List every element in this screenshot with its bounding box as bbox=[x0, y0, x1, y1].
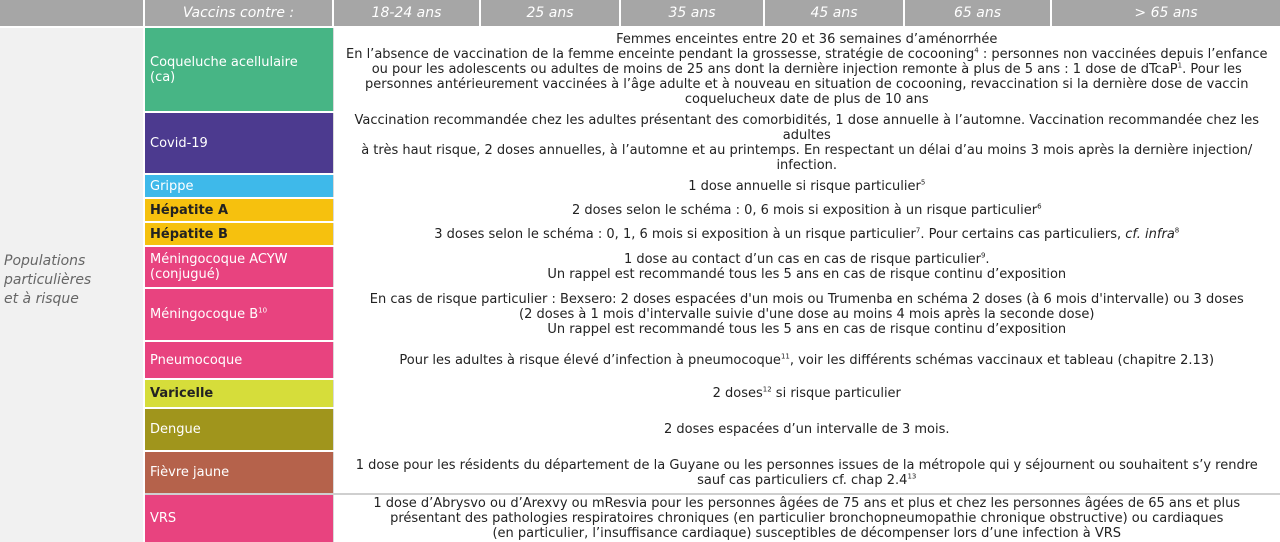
desc-coqueluche bbox=[333, 27, 1280, 112]
desc-meningo-b-l2: (2 doses à 1 mois d'intervalle suivie d'une dose au moins 4 mois après la seconde dose) bbox=[519, 307, 1095, 322]
group-label-l2: particulières bbox=[4, 271, 92, 288]
row-varicelle bbox=[0, 379, 1280, 408]
vaccine-pneumocoque: Pneumocoque bbox=[144, 341, 333, 379]
desc-fievre-jaune-l1: 1 dose pour les résidents du département de la Guyane ou les personnes issues de la métropole qui y séjournent ou souhaitent s’y rendre bbox=[355, 457, 1258, 473]
desc-coqueluche-l2: En l’absence de vaccination de la femme enceinte pendant la grossesse, stratégie de cocooning$^4$ : personnes non vaccinées depuis l’enfance bbox=[345, 46, 1268, 62]
vaccine-coqueluche-l2: (ca) bbox=[150, 69, 176, 85]
vaccine-covid: Covid-19 bbox=[144, 112, 333, 174]
row-coqueluche bbox=[0, 27, 1280, 112]
header-row bbox=[0, 0, 1280, 27]
desc-coqueluche-l1: Femmes enceintes entre 20 et 36 semaines d’aménorrhée bbox=[616, 32, 998, 47]
header-age-65: 65 ans bbox=[904, 0, 1051, 27]
desc-varicelle: 2 doses$^{12}$ si risque particulier bbox=[333, 379, 1280, 408]
desc-hepatite-a: 2 doses selon le schéma : 0, 6 mois si exposition à un risque particulier$^6$ bbox=[333, 198, 1280, 222]
desc-grippe: 1 dose annuelle si risque particulier$^5$ bbox=[333, 174, 1280, 198]
desc-pneumocoque: Pour les adultes à risque élevé d’infection à pneumocoque$^{11}$, voir les différents schémas vaccinaux et tableau (chapitre 2.13) bbox=[333, 341, 1280, 379]
row-fievre-jaune bbox=[0, 451, 1280, 494]
header-vaccines: Vaccins contre : bbox=[144, 0, 333, 27]
row-hepatite-b bbox=[0, 222, 1280, 246]
header-age-18-24: 18-24 ans bbox=[333, 0, 480, 27]
header-age-35: 35 ans bbox=[620, 0, 764, 27]
desc-meningo-acyw-l2: Un rappel est recommandé tous les 5 ans en cas de risque continu d’exposition bbox=[547, 267, 1067, 282]
desc-covid bbox=[333, 112, 1280, 174]
vaccine-fievre-jaune: Fièvre jaune bbox=[144, 451, 333, 494]
vaccine-varicelle: Varicelle bbox=[144, 379, 333, 408]
vaccine-coqueluche-l1: Coqueluche acellulaire bbox=[150, 54, 298, 70]
header-age-over-65: > 65 ans bbox=[1051, 0, 1280, 27]
group-label-l3: et à risque bbox=[4, 290, 79, 307]
vaccine-hepatite-b: Hépatite B bbox=[144, 222, 333, 246]
row-dengue bbox=[0, 408, 1280, 451]
desc-fievre-jaune bbox=[333, 451, 1280, 494]
group-label-l1: Populations bbox=[4, 252, 86, 269]
desc-coqueluche-l4: personnes antérieurement vaccinées à l’âge adulte et à nouveau en situation de cocooning, revaccination si la dernière dose de vaccin bbox=[365, 77, 1249, 92]
vaccine-meningo-acyw bbox=[144, 246, 333, 288]
row-grippe bbox=[0, 174, 1280, 198]
row-pneumocoque bbox=[0, 341, 1280, 379]
vaccine-vrs: VRS bbox=[144, 494, 333, 542]
desc-meningo-b-l1: En cas de risque particulier : Bexsero: 2 doses espacées d'un mois ou Trumenba en schéma 2 doses (à 6 mois d'intervalle) ou 3 doses bbox=[369, 292, 1244, 307]
desc-vrs bbox=[333, 494, 1280, 542]
desc-vrs-l1: 1 dose d’Abrysvo ou d’Arexvy ou mResvia pour les personnes âgées de 75 ans et plus et chez les personnes âgées de 65 ans et plus bbox=[373, 496, 1241, 511]
desc-meningo-acyw bbox=[333, 246, 1280, 288]
vaccine-dengue: Dengue bbox=[144, 408, 333, 451]
desc-meningo-acyw-l1: 1 dose au contact d’un cas en cas de risque particulier$^9$. bbox=[623, 251, 990, 267]
desc-covid-l1: Vaccination recommandée chez les adultes présentant des comorbidités, 1 dose annuelle à l’automne. Vaccination recommandée chez les adultes bbox=[354, 113, 1260, 143]
vaccine-meningo-acyw-l2: (conjugué) bbox=[150, 267, 220, 282]
group-label bbox=[0, 27, 144, 542]
desc-fievre-jaune-l2: sauf cas particuliers cf. chap $2.4^{13}$ bbox=[697, 472, 917, 488]
header-corner bbox=[0, 0, 144, 27]
desc-hepatite-b: 3 doses selon le schéma : 0, 1, 6 mois si exposition à un risque particulier$^7$. Pour certains cas particuliers, cf. infra$^8$ bbox=[333, 222, 1280, 246]
desc-vrs-l2: présentant des pathologies respiratoires chroniques (en particulier bronchopneumopathie chronique obstructive) ou cardiaques bbox=[390, 511, 1224, 526]
desc-vrs-l3: (en particulier, l’insuffisance cardiaque) susceptibles de décompenser lors d’une infection à VRS bbox=[492, 526, 1122, 541]
vaccine-hepatite-a: Hépatite A bbox=[144, 198, 333, 222]
row-meningo-acyw bbox=[0, 246, 1280, 288]
desc-coqueluche-l5: coquelucheux date de plus de 10 ans bbox=[684, 92, 929, 107]
header-age-25: 25 ans bbox=[480, 0, 620, 27]
desc-coqueluche-l3: ou pour les adolescents ou adultes de moins de 25 ans dont la dernière injection remonte à plus de 5 ans : 1 dose de dTcaP$^1$. Pour les bbox=[371, 61, 1242, 77]
desc-dengue: 2 doses espacées d’un intervalle de 3 mois. bbox=[333, 408, 1280, 451]
vaccine-meningo-b: Méningocoque $B^{10}$ bbox=[144, 288, 333, 341]
desc-meningo-b bbox=[333, 288, 1280, 341]
row-hepatite-a bbox=[0, 198, 1280, 222]
desc-covid-l2: à très haut risque, 2 doses annuelles, à l’automne et au printemps. En respectant un délai d’au moins 3 mois après la dernière injection/ infection. bbox=[361, 143, 1253, 173]
header-age-45: 45 ans bbox=[764, 0, 904, 27]
row-meningo-b bbox=[0, 288, 1280, 341]
vaccine-meningo-acyw-l1: Méningocoque ACYW bbox=[150, 252, 288, 267]
row-covid bbox=[0, 112, 1280, 174]
vaccine-grippe: Grippe bbox=[144, 174, 333, 198]
desc-meningo-b-l3: Un rappel est recommandé tous les 5 ans en cas de risque continu d’exposition bbox=[547, 322, 1067, 337]
row-vrs bbox=[0, 494, 1280, 542]
vaccine-coqueluche bbox=[144, 27, 333, 112]
